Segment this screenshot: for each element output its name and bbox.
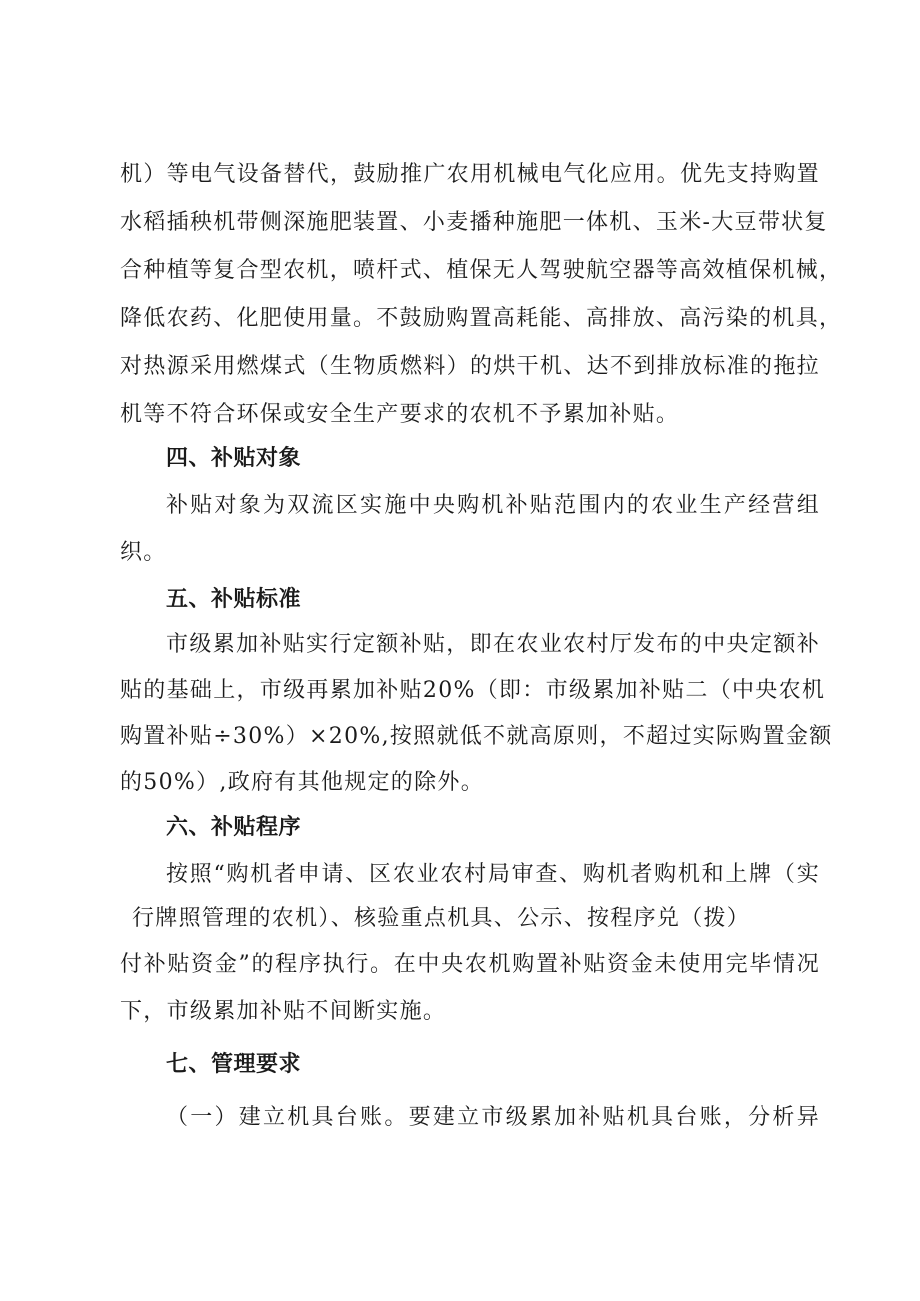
body-text-line: 降低农药、化肥使用量。不鼓励购置高耗能、高排放、高污染的机具，: [120, 306, 843, 331]
section-heading-subsidy-standard: 五、补贴标准: [166, 587, 302, 612]
body-text-line: 水稻插秧机带侧深施肥装置、小麦播种施肥一体机、玉米-大豆带状复: [120, 210, 828, 235]
body-text-line: 对热源采用燃煤式（生物质燃料）的烘干机、达不到排放标准的拖拉: [120, 354, 820, 379]
body-text-line: 合种植等复合型农机，喷杆式、植保无人驾驶航空器等高效植保机械，: [120, 258, 843, 283]
body-text-line: （一）建立机具台账。要建立市级累加补贴机具台账，分析异: [166, 1105, 820, 1130]
body-text-line: 织。: [120, 540, 167, 565]
body-text-line: 购置补贴÷30%）×20%,按照就低不就高原则，不超过实际购置金额: [120, 724, 833, 749]
body-text-line: 的50%）,政府有其他规定的除外。: [120, 770, 484, 795]
body-text-line: 补贴对象为双流区实施中央购机补贴范围内的农业生产经营组: [166, 493, 820, 518]
body-text-line: 机）等电气设备替代，鼓励推广农用机械电气化应用。优先支持购置: [120, 162, 820, 187]
body-text-line: 市级累加补贴实行定额补贴，即在农业农村厅发布的中央定额补: [166, 632, 820, 657]
body-text-line: 机等不符合环保或安全生产要求的农机不予累加补贴。: [120, 402, 680, 427]
section-heading-management-requirements: 七、管理要求: [166, 1052, 302, 1077]
section-heading-subsidy-procedure: 六、补贴程序: [166, 815, 302, 840]
body-text-line: 行牌照管理的农机）、核验重点机具、公示、按程序兑（拨）: [132, 906, 751, 931]
section-heading-subsidy-target: 四、补贴对象: [166, 446, 302, 471]
body-text-line: 下，市级累加补贴不间断实施。: [120, 999, 447, 1024]
body-text-line: 按照“购机者申请、区农业农村局审查、购机者购机和上牌（实: [166, 862, 820, 887]
body-text-line: 贴的基础上，市级再累加补贴20%（即：市级累加补贴二（中央农机: [120, 678, 826, 703]
body-text-line: 付补贴资金”的程序执行。在中央农机购置补贴资金未使用完毕情况: [120, 952, 820, 977]
